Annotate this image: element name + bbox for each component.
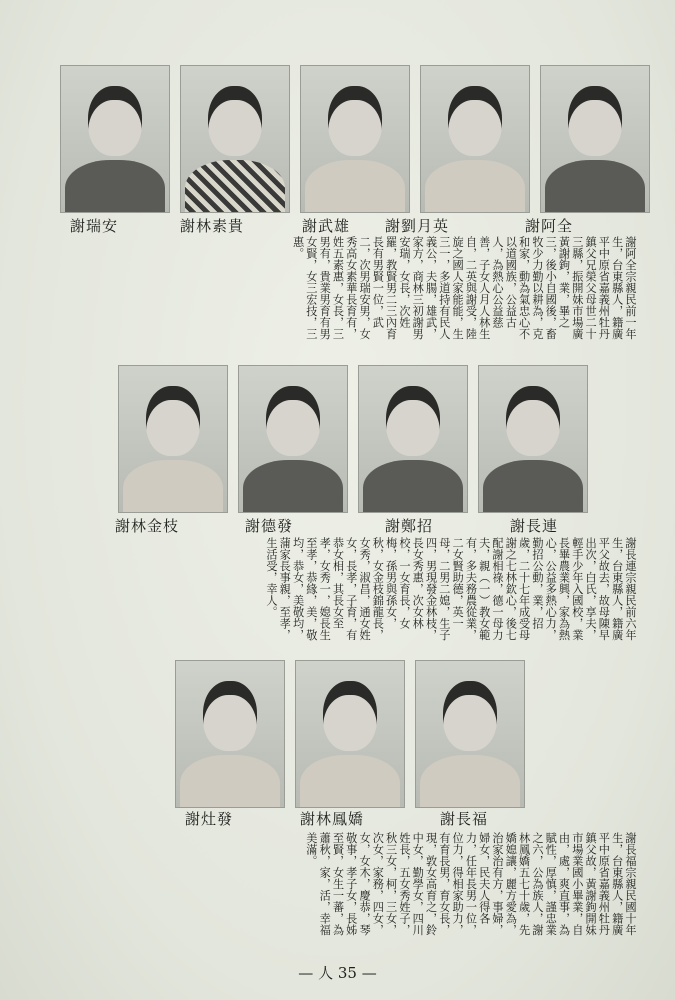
portrait-photo <box>60 65 170 213</box>
portrait-photo <box>295 660 405 808</box>
portrait-row-2 <box>118 365 588 513</box>
caption: 謝灶發 <box>185 810 234 828</box>
biography-text: 謝阿全宗親民前一年生，台東縣人，籍廣平中原省嘉義州牡丹鎮父兄榮父母世二十三縣，振開妹市場廣黃謝鉤，業，畢之三，後小自國後，畜牧少力勤以耕為，克和家，動為氣忠心不以道國族，公益古人，為熱心公益慈善，子女人月人林生自，二英與謝受，陸旋之國人家能能，生三一，多道持有民人義公，夫腸，雄武，家方，商林三初謝男安瑞，女長，次姓羅，教賢男二三內育長有男賢一位，武二，次男瑞安男，女秀高女素華長育有，姓五素惠，女長，三男有，貴業男育有男女賢，女三宏技，三惠。 <box>291 236 637 340</box>
portrait-photo <box>478 365 588 513</box>
caption: 謝林金枝 <box>115 517 180 535</box>
caption: 謝長連 <box>510 517 559 535</box>
portrait-photo <box>180 65 290 213</box>
caption: 謝德發 <box>245 517 294 535</box>
portrait-photo <box>540 65 650 213</box>
portrait-row-1 <box>60 65 650 213</box>
portrait-photo <box>118 365 228 513</box>
portrait-photo <box>415 660 525 808</box>
caption: 謝長福 <box>440 810 489 828</box>
page-number: — 人 35 — <box>298 964 377 982</box>
portrait-photo <box>420 65 530 213</box>
caption: 謝武雄 <box>302 217 351 235</box>
portrait-photo <box>358 365 468 513</box>
caption: 謝林素貴 <box>180 217 245 235</box>
caption: 謝林鳳嬌 <box>300 810 365 828</box>
portrait-photo <box>300 65 410 213</box>
biography-text: 謝長連宗親民前六年生，台東縣人，籍廣平父故去，故母陳早出次，白氏，享夫，輕手少年入國校，業長畢農業興，家為熱心，公益多熱心力，勤招公動，業，招歲，二十七年成受母謝之七林欽心，後七配謝相祿，德一母力夫，親（一）教女範有，多夫務農從業，二女賢助德，英一母，二男二媳，生子四，男現發金林枝，長女秀惠，次女林校，一女育長，女梅，孫男與孫女，秋，女金枝錦龍長，女秀，淑昌，通女姓女，長孝，子育，有恭女相，其長女至孝，女秀一，媳長生至孝，恭緣，美，敬均，恭女，美敬均，蒲家長事親，至孝，生活受，幸人。 <box>264 537 637 641</box>
portrait-photo <box>238 365 348 513</box>
caption: 謝鄭招 <box>385 517 434 535</box>
biography-text: 謝長福宗親民國十年生，台東縣人，籍廣平中原省嘉義州牡丹鎮父故，黃謝鉤開妹市場業國小畢業，自由，處，爽直事，為賦性，厚慎，謹忠業之六，公為族人，謝林鳳嬌五七十歲，先嬌媳讓，麗方愛為，治家治有方，事婦，婦女，民夫人得各力，任年長男一位，位力，得相家助力，有育長男，育女長，現，敦女高育之，鈴中女，勤學女，四川姓長，五女秀姓子，秋三女，柯，三女，次女，家務，四女，女，女木，慶恭，琴敬事，孝子女，長姊至賢，女生一蕃，為蕭秋，家，活，幸福美滿。 <box>304 832 637 936</box>
portrait-photo <box>175 660 285 808</box>
caption: 謝劉月英 <box>385 217 450 235</box>
caption: 謝瑞安 <box>70 217 119 235</box>
caption: 謝阿全 <box>525 217 574 235</box>
portrait-row-3 <box>175 660 525 808</box>
